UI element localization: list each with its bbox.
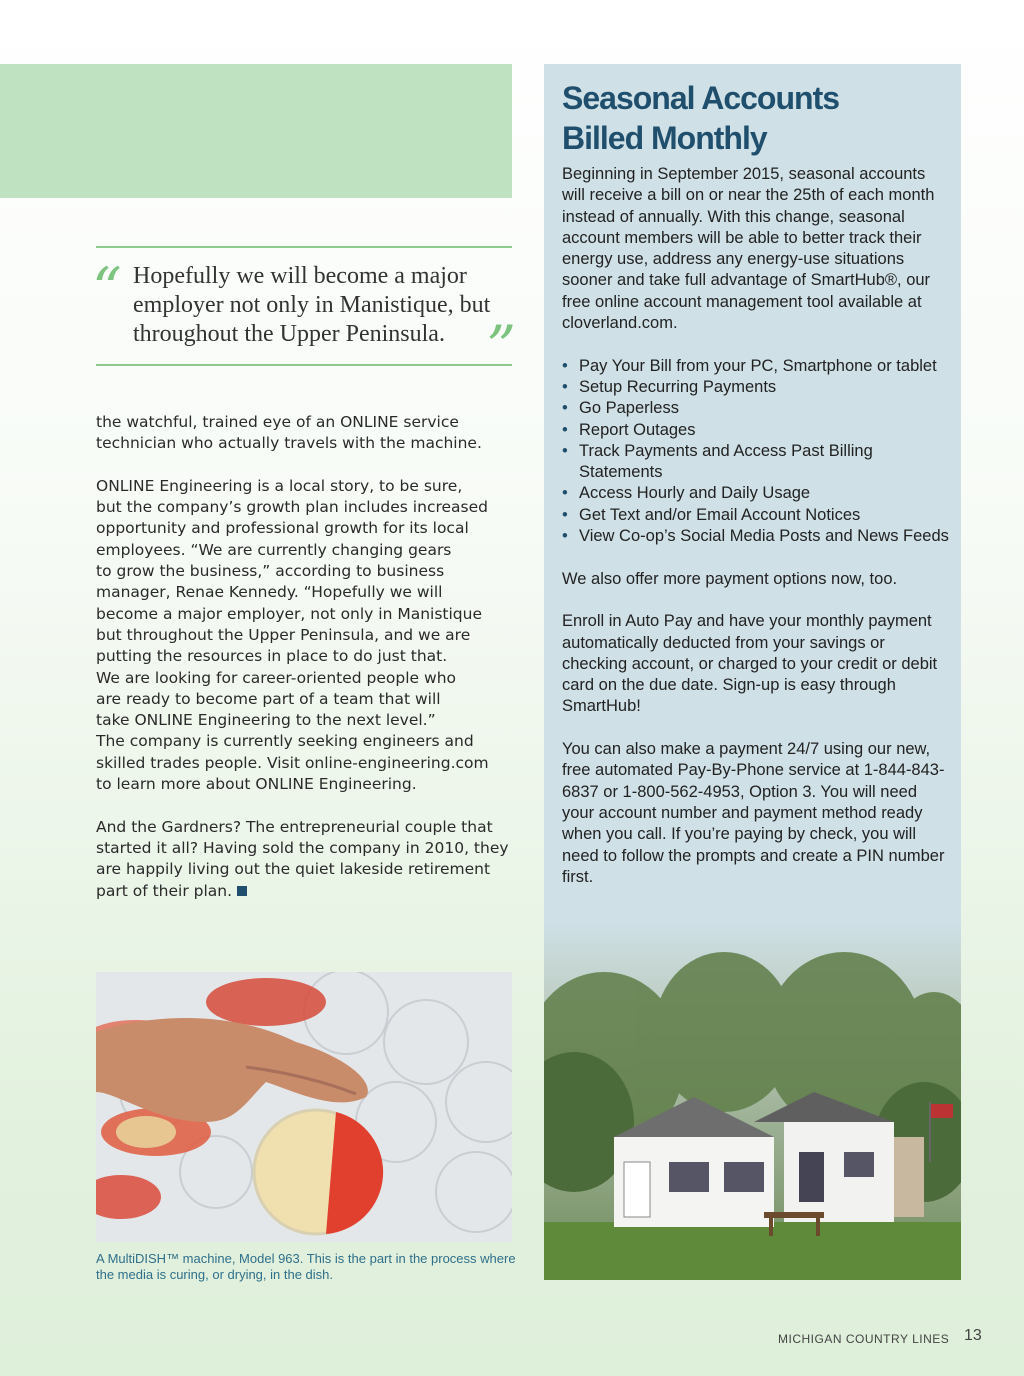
- feature-item: • Get Text and/or Email Account Notices: [562, 505, 952, 526]
- payment-options-text: We also offer more payment options now, too.: [562, 569, 898, 588]
- publication-name: MICHIGAN COUNTRY LINES: [778, 1332, 950, 1346]
- multidish-photo: [96, 972, 512, 1242]
- sidebar-content: [562, 78, 952, 909]
- pay-by-phone-text: You can also make a payment 24/7 using our new, free automated Pay-By-Phone service at 1-844-843-6837 or 1-800-562-4953, Option 3. You will need your account number and payment method ready when you call. If you’re paying by check, you will need to follow the prompts and create a PIN number first.: [562, 740, 945, 886]
- seasonal-accounts-sidebar: [544, 64, 961, 1280]
- feature-item: • Report Outages: [562, 420, 952, 441]
- article-paragraph: ONLINE Engineering is a local story, to be sure, but the company’s growth plan includes increased opportunity and professional growth for its local employees. “We are currently changing gears to grow the business,” according to business manager, Renae Kennedy. “Hopefully we will become a major employer, not only in Manistique but throughout the Upper Peninsula, and we are putting the resources in place to do just that. We are looking for career-oriented people who are ready to become part of a team that will take ONLINE Engineering to the next level.” The company is currently seeking engineers and skilled trades people. Visit online-engineering.com to learn more about ONLINE Engineering.: [96, 476, 489, 794]
- smarthub-feature-list: [562, 356, 952, 548]
- green-header-block: [0, 64, 512, 198]
- sidebar-title: [562, 78, 952, 158]
- feature-item: • View Co-op’s Social Media Posts and News Feeds: [562, 526, 952, 547]
- open-quote-icon: “: [92, 255, 122, 323]
- pull-quote-text: Hopefully we will become a major employer not only in Manistique, but throughout the Upper Peninsula.: [133, 263, 491, 347]
- feature-item: • Go Paperless: [562, 398, 952, 419]
- end-of-story-icon: [237, 886, 247, 896]
- sidebar-text: [562, 164, 952, 888]
- autopay-text: Enroll in Auto Pay and have your monthly payment automatically deducted from your savings or checking account, or charged to your credit or debit card on the due date. Sign-up is easy through SmartHub!: [562, 612, 938, 716]
- feature-item: • Setup Recurring Payments: [562, 377, 952, 398]
- feature-item: • Track Payments and Access Past Billing Statements: [562, 441, 952, 484]
- article-body: [96, 412, 516, 923]
- feature-item: • Access Hourly and Daily Usage: [562, 483, 952, 504]
- article-paragraph: the watchful, trained eye of an ONLINE service technician who actually travels with the machine.: [96, 413, 482, 453]
- close-quote-icon: ”: [486, 313, 516, 381]
- page-number: 13: [964, 1327, 982, 1344]
- sidebar-title-line2: Billed Monthly: [562, 120, 767, 156]
- sidebar-intro: Beginning in September 2015, seasonal accounts will receive a bill on or near the 25th of each month instead of annually. With this change, seasonal account members will be able to better track their energy use, address any energy-use situations sooner and take full advantage of SmartHub®, our free online account management tool available at cloverland.com.: [562, 165, 935, 333]
- pull-quote: [92, 246, 516, 381]
- article-paragraph-text: And the Gardners? The entrepreneurial couple that started it all? Having sold the company in 2010, they are happily living out the quiet lakeside retirement part of their plan.: [96, 817, 509, 900]
- photo-caption: A MultiDISH™ machine, Model 963. This is the part in the process where the media is curing, or drying, in the dish.: [96, 1251, 516, 1282]
- lakeside-cottage-photo: [544, 922, 961, 1280]
- feature-item: • Pay Your Bill from your PC, Smartphone or tablet: [562, 356, 952, 377]
- article-paragraph-final: [96, 817, 516, 902]
- sidebar-title-line1: Seasonal Accounts: [562, 80, 840, 116]
